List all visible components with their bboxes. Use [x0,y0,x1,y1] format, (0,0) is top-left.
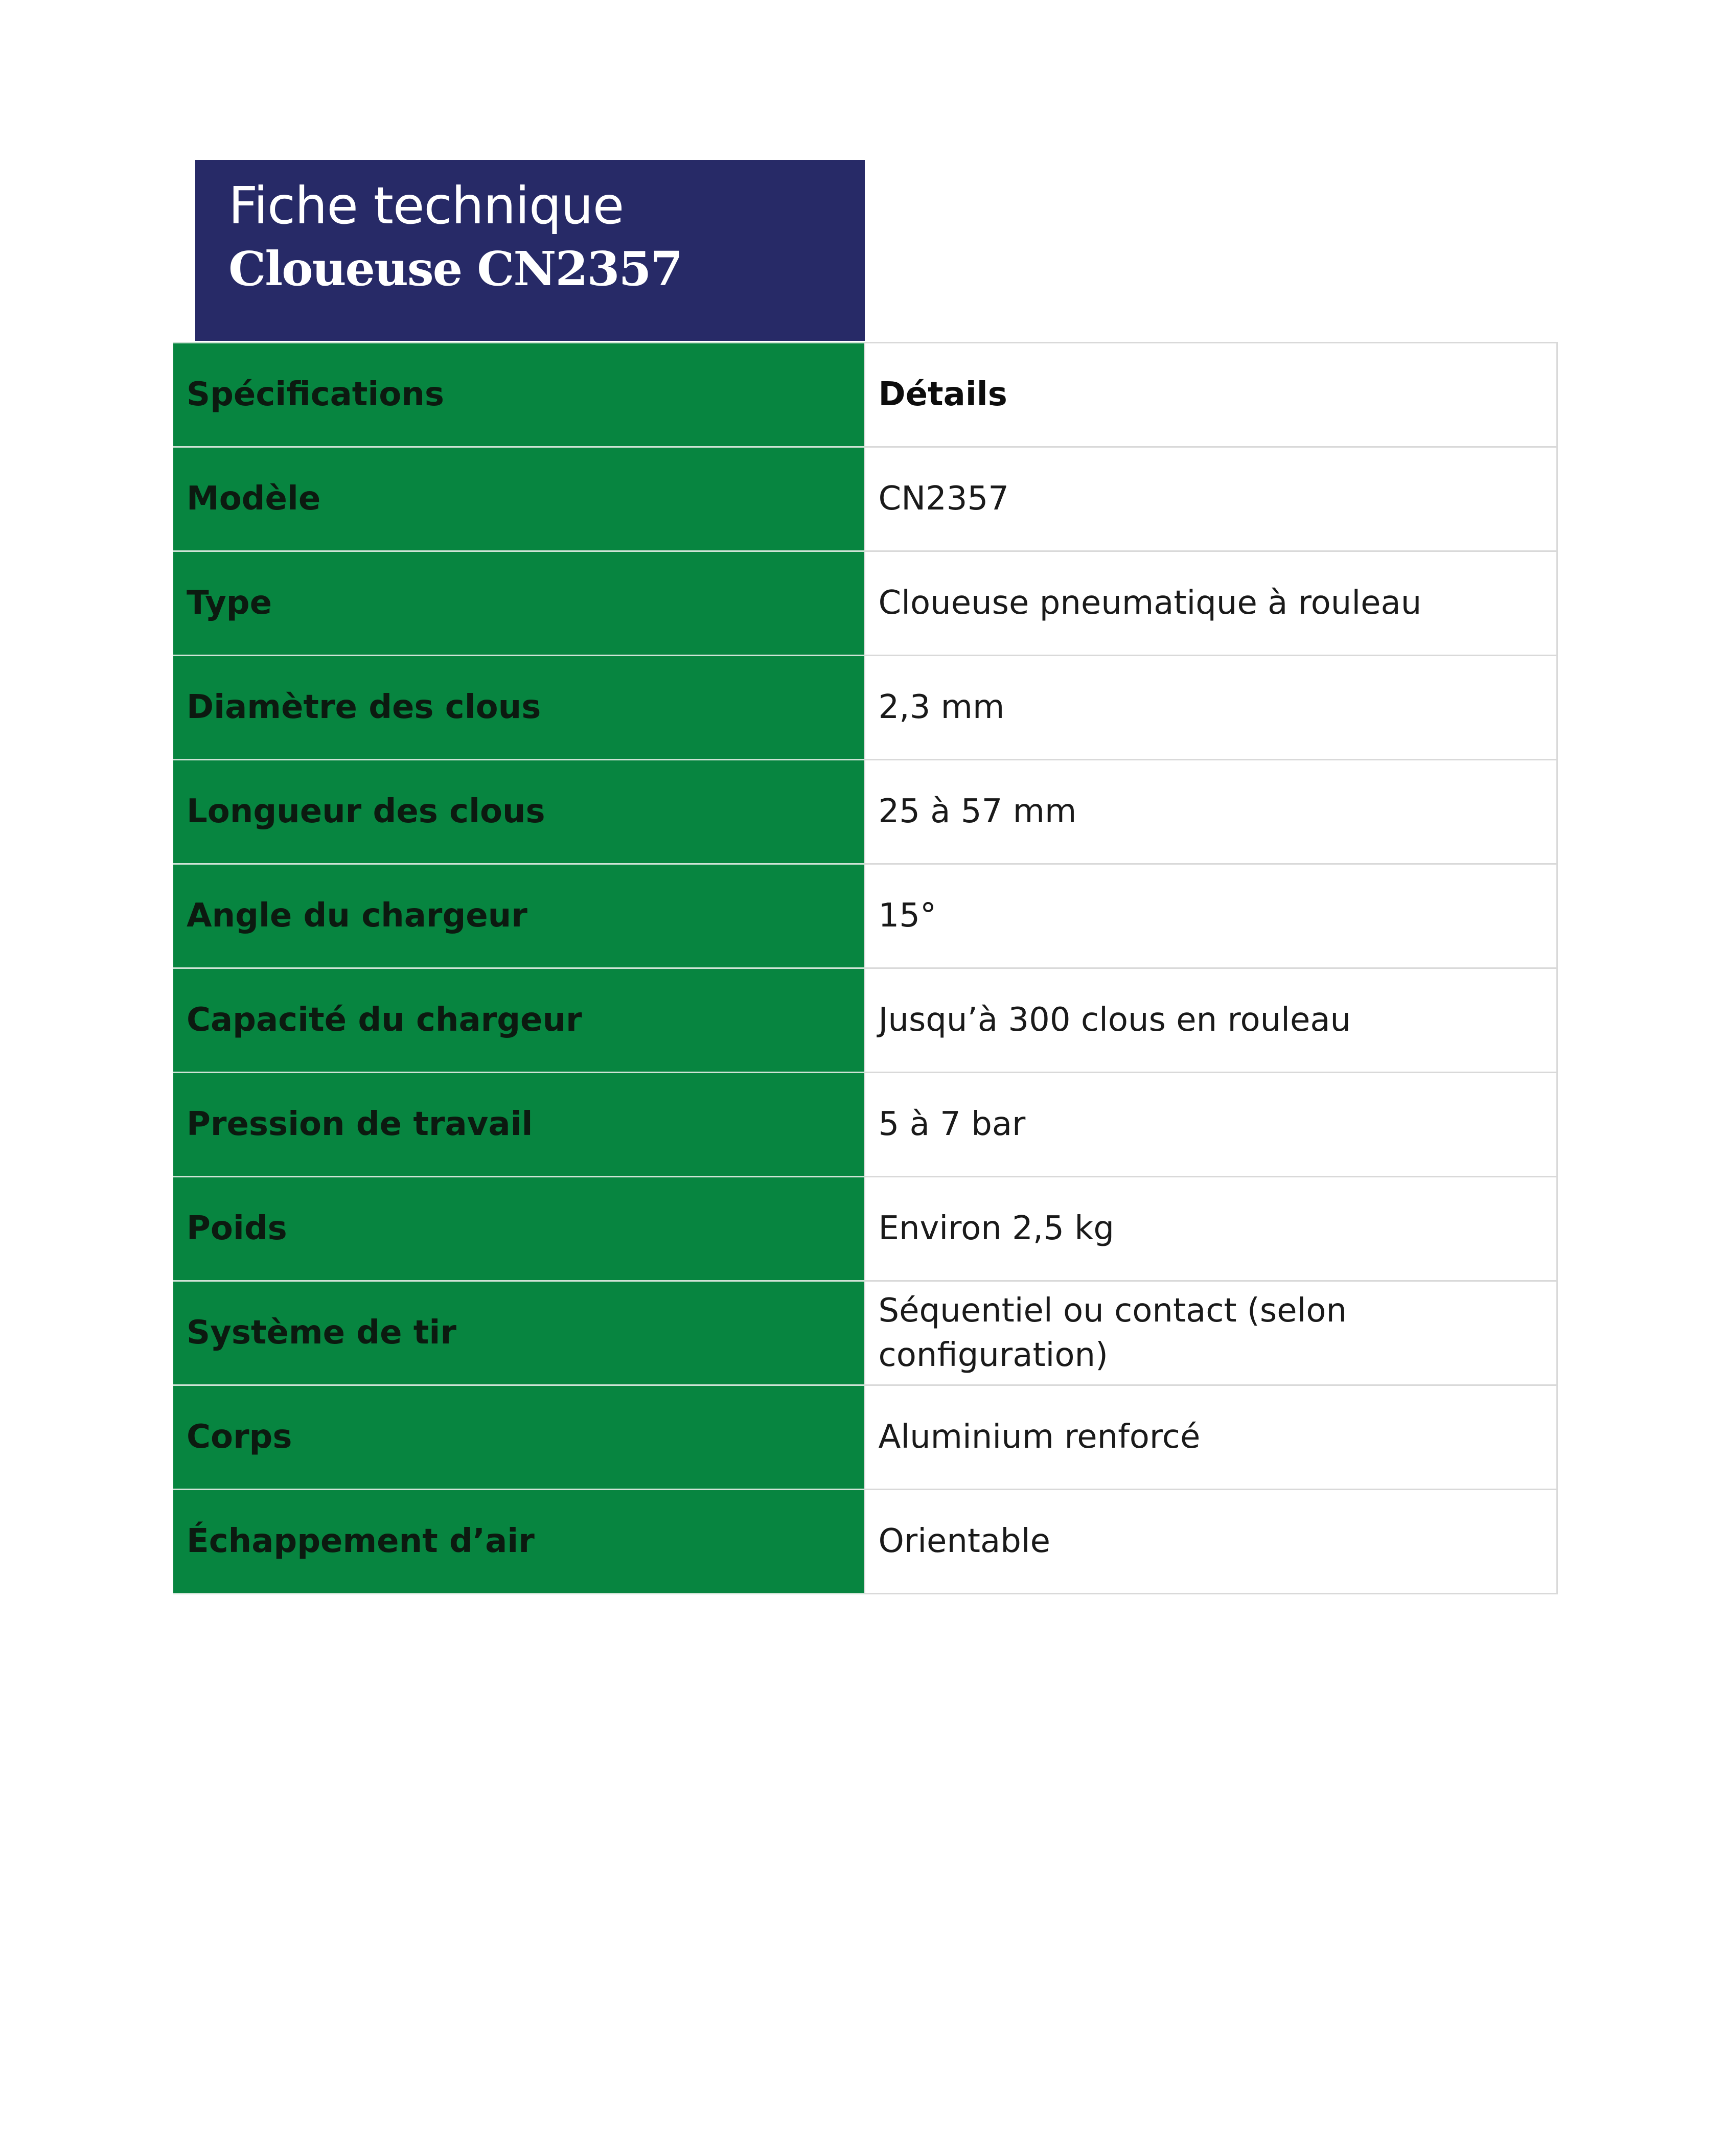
table-row [173,1073,1557,1177]
spec-value: 25 à 57 mm [864,760,1557,864]
spec-value: Aluminium renforcé [864,1385,1557,1490]
document-title: Fiche technique [228,176,624,236]
table-header-row [173,343,1557,447]
spec-value: Environ 2,5 kg [864,1177,1557,1281]
spec-label: Angle du chargeur [173,864,864,968]
spec-label: Échappement d’air [173,1490,864,1594]
spec-label: Capacité du chargeur [173,968,864,1073]
column-header-details: Détails [864,343,1557,447]
column-header-specifications: Spécifications [173,343,864,447]
spec-label: Diamètre des clous [173,656,864,760]
spec-label: Longueur des clous [173,760,864,864]
table-row [173,1177,1557,1281]
spec-label: Corps [173,1385,864,1490]
spec-label: Modèle [173,447,864,551]
spec-value: 5 à 7 bar [864,1073,1557,1177]
spec-value: CN2357 [864,447,1557,551]
spec-label: Poids [173,1177,864,1281]
product-name: Cloueuse CN2357 [228,241,682,296]
spec-value: 15° [864,864,1557,968]
table-row [173,656,1557,760]
table-row [173,447,1557,551]
table-row [173,864,1557,968]
spec-table [173,342,1558,1594]
table-row [173,1385,1557,1490]
spec-value: Cloueuse pneumatique à rouleau [864,551,1557,656]
table-row [173,551,1557,656]
spec-label: Pression de travail [173,1073,864,1177]
spec-value: Orientable [864,1490,1557,1594]
spec-label: Système de tir [173,1281,864,1385]
table-row [173,968,1557,1073]
table-row [173,1281,1557,1385]
spec-value: 2,3 mm [864,656,1557,760]
table-row [173,760,1557,864]
title-banner [195,160,865,341]
spec-value: Jusqu’à 300 clous en rouleau [864,968,1557,1073]
spec-value: Séquentiel ou contact (selon configuration) [864,1281,1557,1385]
spec-label: Type [173,551,864,656]
table-row [173,1490,1557,1594]
